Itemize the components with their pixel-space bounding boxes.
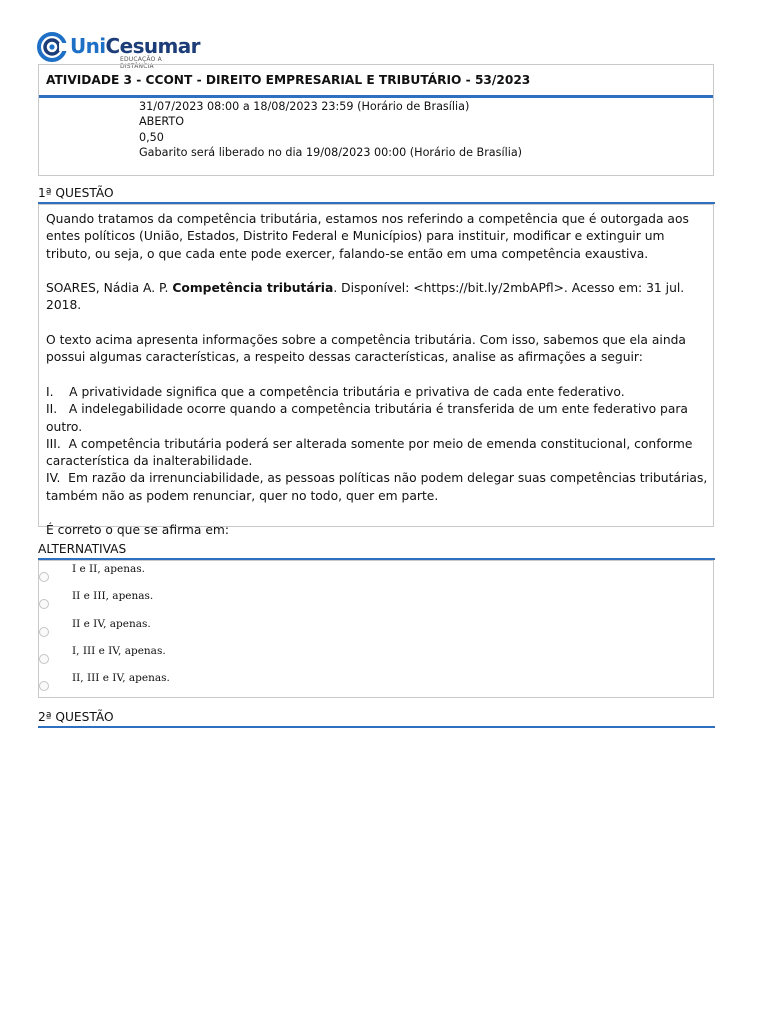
question-context: O texto acima apresenta informações sobre a competência tributária. Com isso, sabemos que ela ainda possui algumas características, a respeito dessas características, analise as afirmações a seguir: <box>46 333 686 365</box>
question-1-text <box>46 211 712 540</box>
alternative-label: I e II, apenas. <box>72 563 145 575</box>
logo-emblem-icon <box>37 32 69 62</box>
alternative-radio[interactable] <box>39 599 49 609</box>
statement-3: III. A competência tributária poderá ser alterada somente por meio de emenda constitucional, conforme característica da inalterabilidade. <box>46 436 697 469</box>
info-value: 0,50 <box>139 130 164 144</box>
logo-wordmark-uni: Uni <box>70 34 106 58</box>
alternative-radio[interactable] <box>39 572 49 582</box>
alternative-radio[interactable] <box>39 681 49 691</box>
alternative-label: II, III e IV, apenas. <box>72 672 170 685</box>
citation-source: . Disponível: <https://bit.ly/2mbAPfl>. Acesso em: 31 jul. 2018. <box>46 281 685 313</box>
alternative-option[interactable] <box>39 670 639 690</box>
alternative-label: II e IV, apenas. <box>72 617 151 630</box>
logo-wordmark <box>70 34 200 58</box>
statement-2: II. A indelegabilidade ocorre quando a competência tributária é transferida de um ente federativo para outro. <box>46 402 692 434</box>
alternative-option[interactable] <box>39 561 639 581</box>
activity-title: ATIVIDADE 3 - CCONT - DIREITO EMPRESARIAL E TRIBUTÁRIO - 53/2023 <box>46 73 531 87</box>
question-intro: Quando tratamos da competência tributária, estamos nos referindo a competência que é outorgada aos entes políticos (União, Estados, Distrito Federal e Municípios) para instituir, modificar e extinguir um tributo, ou seja, o que cada ente pode exercer, falando-se então em uma competência exaustiva. <box>46 212 689 261</box>
question-2-rule <box>38 726 715 728</box>
logo-tagline: EDUCAÇÃO A DISTÂNCIA <box>120 56 162 70</box>
alternative-radio[interactable] <box>39 627 49 637</box>
activity-title-rule <box>39 95 713 98</box>
info-value: Gabarito será liberado no dia 19/08/2023 00:00 (Horário de Brasília) <box>139 146 523 160</box>
alternative-radio[interactable] <box>39 654 49 664</box>
question-2-heading: 2ª QUESTÃO <box>38 710 114 724</box>
statement-4: IV. Em razão da irrenunciabilidade, as pessoas políticas não podem delegar suas competências tributárias, também não as podem renunciar, quer no todo, quer em parte. <box>46 471 712 503</box>
logo-wordmark-cesumar: Cesumar <box>105 34 200 58</box>
question-citation <box>46 280 708 315</box>
alternative-label: II e III, apenas. <box>72 590 154 603</box>
citation-author: SOARES, Nádia A. P. <box>46 281 173 296</box>
statement-1: I. A privatividade significa que a competência tributária e privativa de cada ente federativo. <box>46 384 625 399</box>
activity-header-panel <box>38 64 714 176</box>
alternative-option[interactable] <box>39 643 639 663</box>
question-1-panel <box>38 204 714 538</box>
unicesumar-logo <box>37 32 200 70</box>
citation-title: Competência tributária <box>172 281 334 296</box>
alternative-option[interactable] <box>39 588 639 608</box>
alternatives-panel <box>38 560 714 698</box>
question-1-heading: 1ª QUESTÃO <box>38 186 114 200</box>
info-value: ABERTO <box>139 115 184 129</box>
alternative-option[interactable] <box>39 616 639 636</box>
info-value: 31/07/2023 08:00 a 18/08/2023 23:59 (Horário de Brasília) <box>139 100 470 113</box>
alternative-label: I, III e IV, apenas. <box>72 644 166 657</box>
question-prompt: É correto o que se afirma em: <box>46 523 230 538</box>
alternatives-heading: ALTERNATIVAS <box>38 542 127 556</box>
